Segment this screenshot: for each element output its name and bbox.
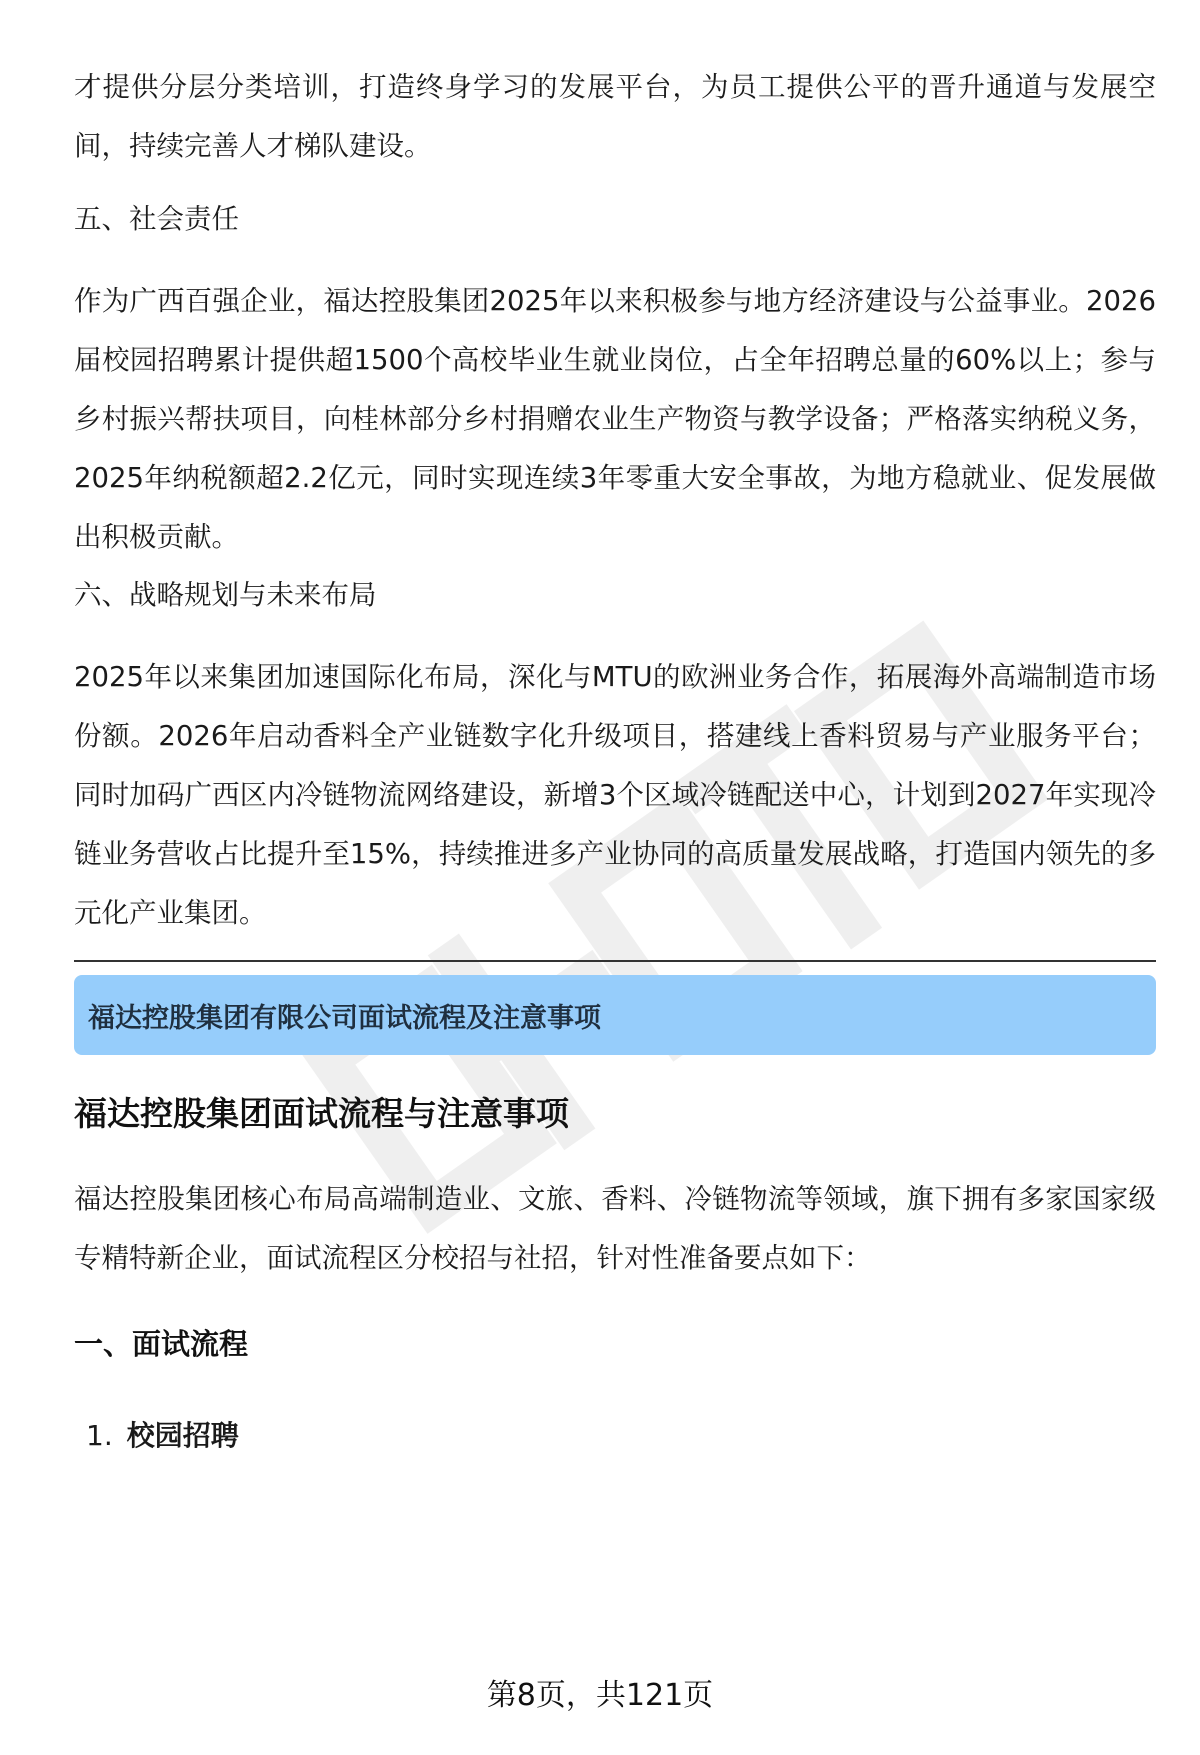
interview-title: 福达控股集团面试流程与注意事项 — [74, 1094, 569, 1133]
interview-section-heading: 一、面试流程 — [74, 1327, 249, 1361]
interview-intro-block — [74, 1170, 1156, 1288]
section5-body-block — [74, 272, 1156, 567]
section4-tail — [74, 58, 1156, 176]
section6-body: 2025年以来集团加速国际化布局，深化与MTU的欧洲业务合作，拓展海外高端制造市场份额。2026年启动香料全产业链数字化升级项目，搭建线上香料贸易与产业服务平台；同时加码广西区内冷链物流网络建设，新增3个区域冷链配送中心，计划到2027年实现冷链业务营收占比提升至15%，持续推进多产业协同的高质量发展战略，打造国内领先的多元化产业集团。 — [74, 661, 1156, 929]
document-page — [74, 0, 1156, 1755]
section-divider — [74, 960, 1156, 962]
section6-heading: 六、战略规划与未来布局 — [74, 579, 377, 611]
section5-heading: 五、社会责任 — [74, 203, 239, 235]
section-banner — [74, 975, 1156, 1055]
section5 — [74, 190, 1156, 249]
page-footer: 第8页，共121页 — [486, 1678, 714, 1713]
list-item-number: 1. — [86, 1419, 113, 1452]
list-item-label: 校园招聘 — [126, 1419, 239, 1452]
list-item — [86, 1414, 239, 1454]
section4-tail-paragraph: 才提供分层分类培训，打造终身学习的发展平台，为员工提供公平的晋升通道与发展空间，持续完善人才梯队建设。 — [74, 71, 1156, 162]
banner-title: 福达控股集团有限公司面试流程及注意事项 — [88, 1002, 601, 1034]
section5-body: 作为广西百强企业，福达控股集团2025年以来积极参与地方经济建设与公益事业。2026届校园招聘累计提供超1500个高校毕业生就业岗位，占全年招聘总量的60%以上；参与乡村振兴帮扶项目，向桂林部分乡村捐赠农业生产物资与教学设备；严格落实纳税义务，2025年纳税额超2.2亿元，同时实现连续3年零重大安全事故，为地方稳就业、促发展做出积极贡献。 — [74, 285, 1156, 553]
interview-intro: 福达控股集团核心布局高端制造业、文旅、香料、冷链物流等领域，旗下拥有多家国家级专精特新企业，面试流程区分校招与社招，针对性准备要点如下： — [74, 1183, 1156, 1274]
section6-body-block — [74, 648, 1156, 943]
section6 — [74, 566, 1156, 625]
